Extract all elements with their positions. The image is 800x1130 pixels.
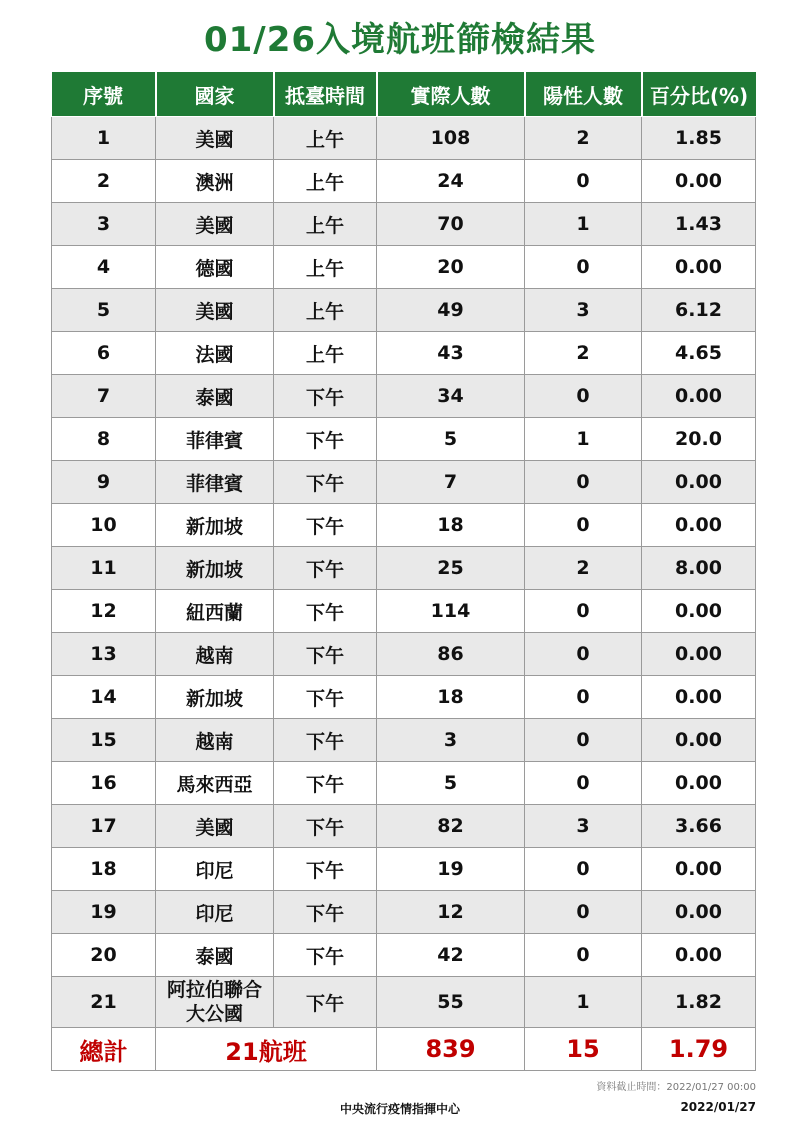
row-country: 印尼 xyxy=(156,891,274,934)
page-title: 01/26入境航班篩檢結果 xyxy=(203,20,597,60)
row-serial: 15 xyxy=(52,719,156,762)
row-actual-count: 18 xyxy=(377,504,525,547)
row-arrival-time: 下午 xyxy=(274,504,377,547)
organization-name: 中央流行疫情指揮中心 xyxy=(339,1102,460,1116)
total-row xyxy=(52,1028,756,1071)
total-flights: 21航班 xyxy=(156,1028,377,1071)
row-serial: 7 xyxy=(52,375,156,418)
row-actual-count: 70 xyxy=(377,203,525,246)
row-arrival-time: 下午 xyxy=(274,590,377,633)
row-arrival-time: 下午 xyxy=(274,418,377,461)
row-actual-count: 7 xyxy=(377,461,525,504)
row-percentage: 0.00 xyxy=(642,633,756,676)
table-row xyxy=(52,676,756,719)
table-body xyxy=(52,117,756,1028)
header-serial: 序號 xyxy=(52,72,156,117)
row-country: 越南 xyxy=(156,633,274,676)
row-positive-count: 0 xyxy=(525,848,642,891)
screening-table xyxy=(51,71,756,1071)
row-percentage: 1.43 xyxy=(642,203,756,246)
table-row xyxy=(52,375,756,418)
row-country: 泰國 xyxy=(156,934,274,977)
total-percentage: 1.79 xyxy=(642,1028,756,1071)
row-positive-count: 0 xyxy=(525,375,642,418)
row-arrival-time: 下午 xyxy=(274,977,377,1028)
row-arrival-time: 下午 xyxy=(274,461,377,504)
row-percentage: 0.00 xyxy=(642,848,756,891)
row-serial: 1 xyxy=(52,117,156,160)
row-serial: 10 xyxy=(52,504,156,547)
row-serial: 4 xyxy=(52,246,156,289)
row-serial: 12 xyxy=(52,590,156,633)
total-label: 總計 xyxy=(52,1028,156,1071)
row-serial: 9 xyxy=(52,461,156,504)
row-country: 美國 xyxy=(156,805,274,848)
table-row xyxy=(52,719,756,762)
row-country: 泰國 xyxy=(156,375,274,418)
table-row xyxy=(52,289,756,332)
header-arrival-time: 抵臺時間 xyxy=(274,72,377,117)
row-actual-count: 3 xyxy=(377,719,525,762)
header-percentage: 百分比(%) xyxy=(642,72,756,117)
row-serial: 5 xyxy=(52,289,156,332)
row-actual-count: 42 xyxy=(377,934,525,977)
table-row xyxy=(52,762,756,805)
row-arrival-time: 下午 xyxy=(274,375,377,418)
row-percentage: 0.00 xyxy=(642,590,756,633)
row-arrival-time: 上午 xyxy=(274,332,377,375)
row-positive-count: 3 xyxy=(525,289,642,332)
row-percentage: 4.65 xyxy=(642,332,756,375)
row-percentage: 1.85 xyxy=(642,117,756,160)
row-positive-count: 3 xyxy=(525,805,642,848)
table-row xyxy=(52,332,756,375)
row-actual-count: 24 xyxy=(377,160,525,203)
table-row xyxy=(52,461,756,504)
row-arrival-time: 下午 xyxy=(274,633,377,676)
row-serial: 20 xyxy=(52,934,156,977)
total-actual: 839 xyxy=(377,1028,525,1071)
row-positive-count: 0 xyxy=(525,934,642,977)
row-country: 新加坡 xyxy=(156,504,274,547)
row-percentage: 0.00 xyxy=(642,461,756,504)
row-percentage: 0.00 xyxy=(642,375,756,418)
row-serial: 14 xyxy=(52,676,156,719)
row-percentage: 0.00 xyxy=(642,676,756,719)
row-arrival-time: 上午 xyxy=(274,117,377,160)
row-country: 阿拉伯聯合 大公國 xyxy=(156,977,274,1028)
row-arrival-time: 下午 xyxy=(274,805,377,848)
header-country: 國家 xyxy=(156,72,274,117)
row-percentage: 0.00 xyxy=(642,934,756,977)
row-country: 印尼 xyxy=(156,848,274,891)
row-positive-count: 2 xyxy=(525,332,642,375)
header-positive-count: 陽性人數 xyxy=(525,72,642,117)
row-positive-count: 0 xyxy=(525,719,642,762)
row-arrival-time: 下午 xyxy=(274,719,377,762)
row-percentage: 0.00 xyxy=(642,891,756,934)
row-positive-count: 0 xyxy=(525,891,642,934)
table-row xyxy=(52,805,756,848)
row-country: 越南 xyxy=(156,719,274,762)
row-arrival-time: 下午 xyxy=(274,934,377,977)
row-actual-count: 20 xyxy=(377,246,525,289)
table-row xyxy=(52,633,756,676)
total-positive: 15 xyxy=(525,1028,642,1071)
table-row xyxy=(52,977,756,1028)
row-positive-count: 0 xyxy=(525,762,642,805)
row-serial: 2 xyxy=(52,160,156,203)
row-actual-count: 114 xyxy=(377,590,525,633)
row-serial: 21 xyxy=(52,977,156,1028)
row-actual-count: 5 xyxy=(377,762,525,805)
table-row xyxy=(52,203,756,246)
table-row xyxy=(52,117,756,160)
row-actual-count: 86 xyxy=(377,633,525,676)
row-serial: 13 xyxy=(52,633,156,676)
row-serial: 6 xyxy=(52,332,156,375)
row-arrival-time: 下午 xyxy=(274,547,377,590)
row-actual-count: 34 xyxy=(377,375,525,418)
table-row xyxy=(52,547,756,590)
row-arrival-time: 下午 xyxy=(274,762,377,805)
row-percentage: 3.66 xyxy=(642,805,756,848)
row-arrival-time: 上午 xyxy=(274,246,377,289)
row-actual-count: 18 xyxy=(377,676,525,719)
row-actual-count: 108 xyxy=(377,117,525,160)
row-country: 新加坡 xyxy=(156,547,274,590)
row-arrival-time: 上午 xyxy=(274,160,377,203)
row-percentage: 0.00 xyxy=(642,762,756,805)
row-percentage: 0.00 xyxy=(642,719,756,762)
row-positive-count: 0 xyxy=(525,461,642,504)
row-actual-count: 43 xyxy=(377,332,525,375)
table-row xyxy=(52,891,756,934)
table-row xyxy=(52,504,756,547)
row-arrival-time: 下午 xyxy=(274,891,377,934)
row-serial: 19 xyxy=(52,891,156,934)
row-country: 菲律賓 xyxy=(156,461,274,504)
header-actual-count: 實際人數 xyxy=(377,72,525,117)
row-serial: 8 xyxy=(52,418,156,461)
row-arrival-time: 下午 xyxy=(274,848,377,891)
data-cutoff-note: 資料截止時間：2022/01/27 00:00 xyxy=(596,1082,756,1093)
row-actual-count: 5 xyxy=(377,418,525,461)
row-country: 美國 xyxy=(156,117,274,160)
table-row xyxy=(52,246,756,289)
row-actual-count: 55 xyxy=(377,977,525,1028)
row-positive-count: 0 xyxy=(525,633,642,676)
table-row xyxy=(52,848,756,891)
row-positive-count: 2 xyxy=(525,547,642,590)
row-serial: 17 xyxy=(52,805,156,848)
row-percentage: 0.00 xyxy=(642,160,756,203)
row-actual-count: 49 xyxy=(377,289,525,332)
row-positive-count: 0 xyxy=(525,504,642,547)
row-arrival-time: 上午 xyxy=(274,289,377,332)
row-arrival-time: 下午 xyxy=(274,676,377,719)
row-percentage: 6.12 xyxy=(642,289,756,332)
row-country: 新加坡 xyxy=(156,676,274,719)
row-actual-count: 19 xyxy=(377,848,525,891)
row-positive-count: 1 xyxy=(525,977,642,1028)
row-percentage: 8.00 xyxy=(642,547,756,590)
row-percentage: 0.00 xyxy=(642,504,756,547)
row-country: 紐西蘭 xyxy=(156,590,274,633)
row-country: 菲律賓 xyxy=(156,418,274,461)
row-actual-count: 82 xyxy=(377,805,525,848)
row-positive-count: 2 xyxy=(525,117,642,160)
table-row xyxy=(52,160,756,203)
row-arrival-time: 上午 xyxy=(274,203,377,246)
row-actual-count: 25 xyxy=(377,547,525,590)
row-positive-count: 0 xyxy=(525,676,642,719)
row-percentage: 1.82 xyxy=(642,977,756,1028)
row-percentage: 20.0 xyxy=(642,418,756,461)
row-positive-count: 0 xyxy=(525,590,642,633)
publish-date: 2022/01/27 xyxy=(680,1100,756,1114)
row-positive-count: 0 xyxy=(525,160,642,203)
row-country: 美國 xyxy=(156,203,274,246)
row-positive-count: 0 xyxy=(525,246,642,289)
table-row xyxy=(52,418,756,461)
row-country: 馬來西亞 xyxy=(156,762,274,805)
row-country: 德國 xyxy=(156,246,274,289)
row-country: 澳洲 xyxy=(156,160,274,203)
table-header-row xyxy=(52,72,756,117)
row-positive-count: 1 xyxy=(525,418,642,461)
row-serial: 3 xyxy=(52,203,156,246)
row-serial: 18 xyxy=(52,848,156,891)
table-row xyxy=(52,934,756,977)
row-positive-count: 1 xyxy=(525,203,642,246)
row-serial: 16 xyxy=(52,762,156,805)
table-row xyxy=(52,590,756,633)
row-percentage: 0.00 xyxy=(642,246,756,289)
row-actual-count: 12 xyxy=(377,891,525,934)
row-country: 美國 xyxy=(156,289,274,332)
row-serial: 11 xyxy=(52,547,156,590)
row-country: 法國 xyxy=(156,332,274,375)
